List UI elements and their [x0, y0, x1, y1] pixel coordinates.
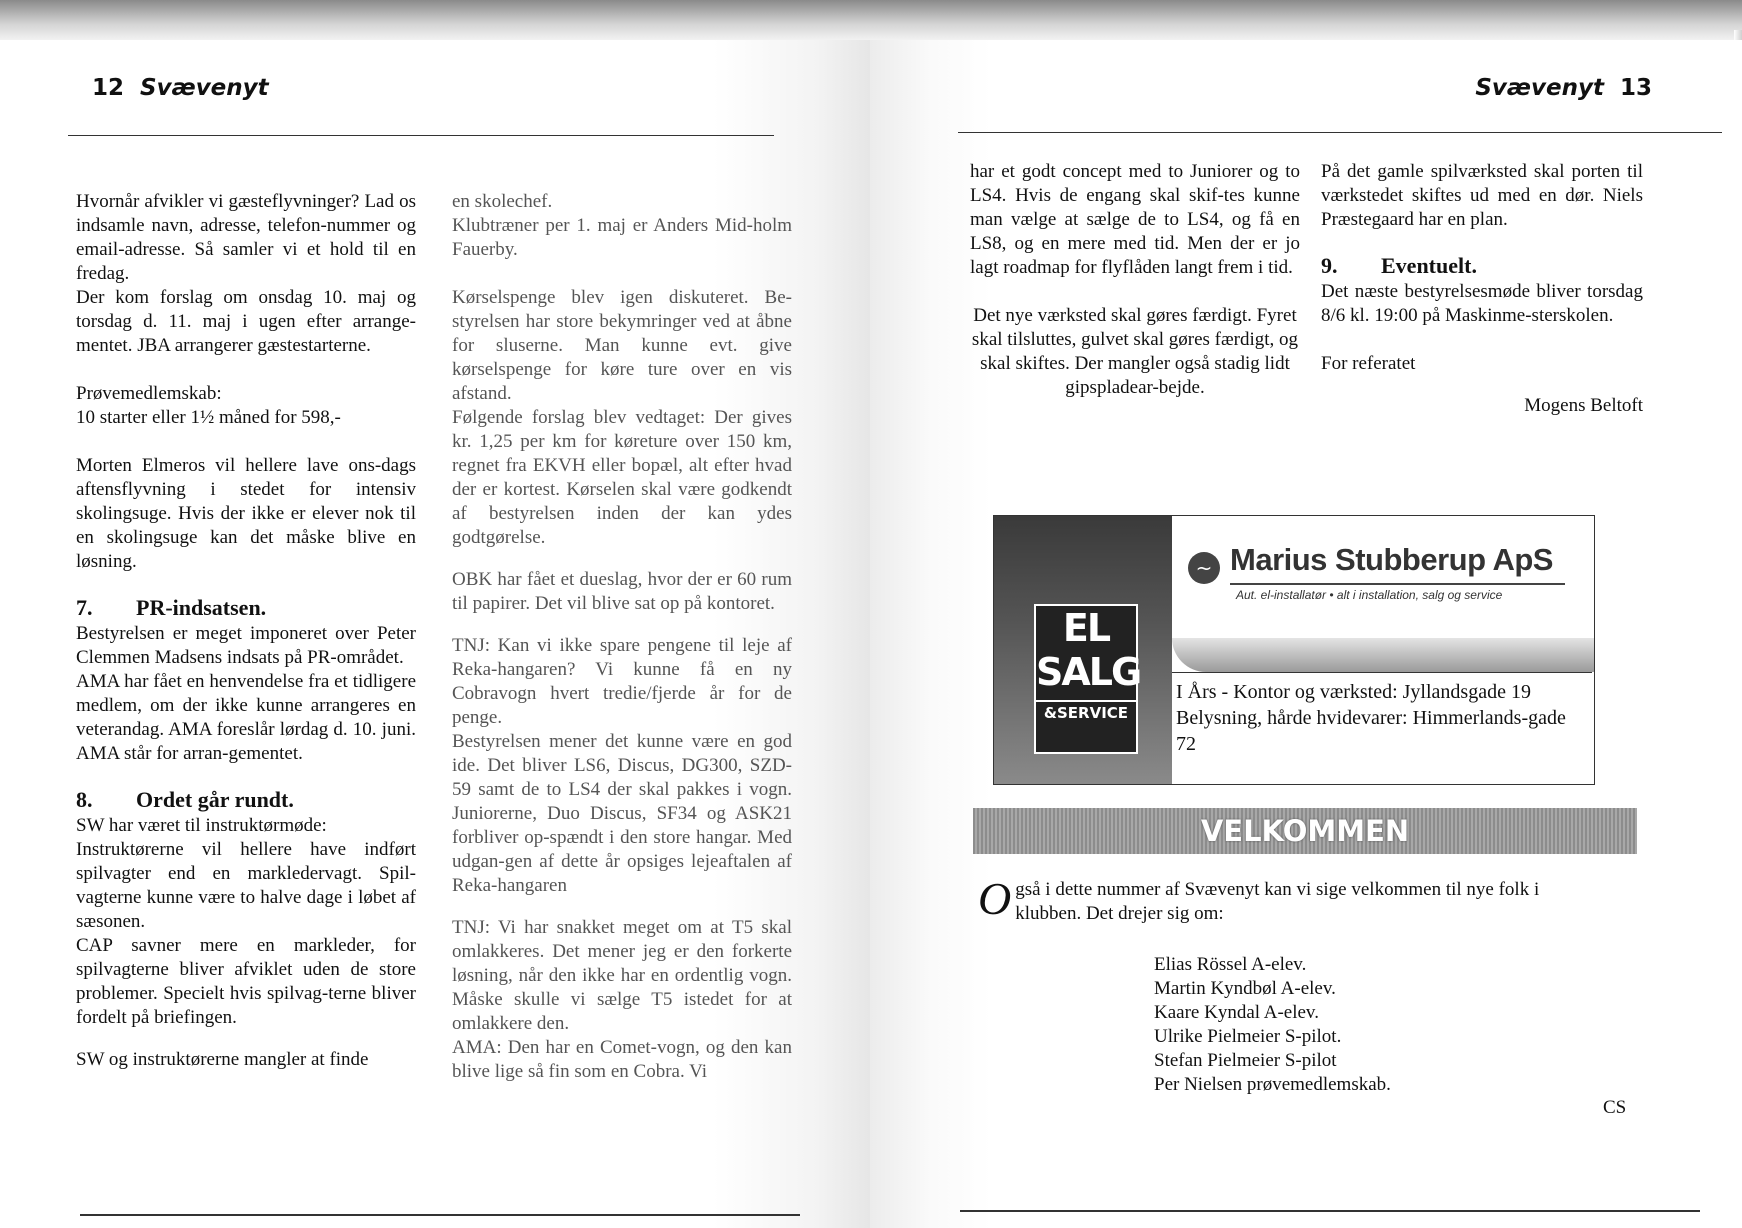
new-members-list — [1154, 953, 1391, 1097]
section-heading-7: 7. PR-indsatsen. — [76, 595, 267, 620]
right-column-1 — [970, 160, 1300, 400]
paragraph: Morten Elmeros vil hellere lave ons-dags aftensflyvning i stedet for intensiv skolingsuge. Hvis der ikke er elever nok til en skolingsuge kan det måske blive en løsning. — [76, 455, 416, 572]
paragraph: På det gamle spilværksted skal porten til værkstedet skiftes ud med en dør. Niels Præstegaard har en plan. — [1321, 161, 1643, 230]
list-item: Kaare Kyndal A-elev. — [1154, 1002, 1319, 1023]
paragraph: Det nye værksted skal gøres færdigt. Fyret skal tilsluttes, gulvet skal gøres færdigt, og skal skiftes. Der mangler også stadig lidt gipspladear-bejde. — [971, 305, 1299, 398]
paragraph: Hvornår afvikler vi gæsteflyvninger? Lad os indsamle navn, adresse, telefon-nummer og email-adresse. Så samler vi et hold til en fredag. — [76, 191, 416, 284]
paragraph: Kørselspenge blev igen diskuteret. Be-styrelsen har store bekymringer ved at åbne for sluserne. Man kunne evt. give kørselspenge for køre ture over en vis afstand. — [452, 287, 792, 404]
paragraph: Prøvemedlemskab: — [76, 383, 222, 404]
right-column-2 — [1321, 160, 1643, 418]
welcome-paragraph: gså i dette nummer af Svævenyt kan vi sige velkommen til nye folk i klubben. Det drejer sig om: — [1015, 879, 1540, 924]
scanner-edge-top — [0, 0, 1742, 40]
paragraph: har et godt concept med to Juniorer og to LS4. Hvis de engang skal skif-tes kunne man vælge at sælge de to LS4, og få en LS8, og en mere med tid. Men der er jo lagt roadmap for flyflåden langt frem i tid. — [970, 161, 1300, 278]
company-tagline: Aut. el-installatør • alt i installation, salg og service — [1236, 588, 1503, 602]
right-page — [870, 40, 1742, 1228]
list-item: Stefan Pielmeier S-pilot — [1154, 1050, 1337, 1071]
list-item: Martin Kyndbøl A-elev. — [1154, 978, 1336, 999]
page-number: 12 — [92, 75, 125, 101]
header-rule — [958, 132, 1722, 133]
ad-address: I Års - Kontor og værksted: Jyllandsgade 19 Belysning, hårde hvidevarer: Himmerlands-gade 72 — [1172, 672, 1592, 784]
paragraph: Bestyrelsen mener det kunne være en god ide. Det bliver LS6, Discus, DG300, SZD-59 samt de to LS4 der skal pakkes i vogn. Juniorerne, Duo Discus, SF34 og ASK21 forbliver op-spændt i den store hangar. Med udgan-gen af dette år opsiges lejeaftalen af Reka-hangaren — [452, 731, 792, 896]
welcome-text — [978, 873, 1578, 926]
running-header-right — [1475, 75, 1652, 101]
publication-title: Svævenyt — [140, 75, 269, 101]
signature: Mogens Beltoft — [1524, 395, 1643, 416]
section-heading-9: 9. Eventuelt. — [1321, 253, 1477, 278]
paragraph: OBK har fået et dueslag, hvor der er 60 rum til papirer. Det vil blive sat op på kontoret. — [452, 569, 792, 614]
header-rule — [68, 135, 774, 136]
paragraph: SW har været til instruktørmøde: — [76, 815, 327, 836]
section-heading-8: 8. Ordet går rundt. — [76, 787, 294, 812]
sign-off: CS — [1603, 1097, 1627, 1118]
paragraph: TNJ: Vi har snakket meget om at T5 skal omlakkeres. Det mener jeg er den forkerte løsning, når den ikke har en ordentlig vogn. Måske skulle vi sælge T5 istedet for at omlakkere den. — [452, 917, 792, 1034]
paragraph: Instruktørerne vil hellere have indført spilvagter end en markledervagt. Spil-vagterne kunne være to halve dage i løbet af sæsonen. — [76, 839, 416, 932]
paragraph: Bestyrelsen er meget imponeret over Peter Clemmen Madsens indsats på PR-området. — [76, 623, 416, 668]
divider — [1230, 583, 1565, 585]
paragraph: AMA: Den har en Comet-vogn, og den kan blive lige så fin som en Cobra. Vi — [452, 1037, 792, 1082]
paragraph: AMA har fået en henvendelse fra et tidligere medlem, om der ikke kunne arrangeres en veterandag. AMA foreslår lørdag d. 10. juni. AMA står for arran-gementet. — [76, 671, 416, 764]
el-salg-service-logo: EL SALG &SERVICE — [1034, 604, 1138, 754]
left-column-2 — [452, 190, 792, 1084]
paragraph: Klubtræner per 1. maj er Anders Mid-holm Fauerby. — [452, 215, 792, 260]
welcome-banner: VELKOMMEN — [973, 808, 1637, 854]
paragraph: en skolechef. — [452, 191, 553, 212]
paragraph: TNJ: Kan vi ikke spare pengene til leje af Reka-hangaren? Vi kunne få en ny Cobravogn hvert tredie/fjerde år for de penge. — [452, 635, 792, 728]
paragraph: CAP savner mere en markleder, for spilvagterne bliver afviklet uden de store problemer. Specielt hvis spilvag-terne bliver fordelt på briefingen. — [76, 935, 416, 1028]
advertisement — [993, 515, 1595, 785]
company-logo-icon: ~ — [1188, 552, 1220, 584]
company-name: Marius Stubberup ApS — [1230, 542, 1553, 577]
left-page — [0, 40, 870, 1228]
paragraph: Der kom forslag om onsdag 10. maj og torsdag d. 11. maj i ugen efter arrange-mentet. JBA arrangerer gæstestarterne. — [76, 287, 416, 356]
page-number: 13 — [1619, 75, 1652, 101]
for-referatet: For referatet — [1321, 353, 1416, 374]
list-item: Ulrike Pielmeier S-pilot. — [1154, 1026, 1342, 1047]
drop-cap: O — [978, 873, 1012, 924]
list-item: Per Nielsen prøvemedlemskab. — [1154, 1074, 1391, 1095]
paragraph: SW og instruktørerne mangler at finde — [76, 1049, 369, 1070]
ad-swoosh — [1172, 638, 1594, 672]
left-column-1 — [76, 190, 416, 1072]
running-header-left — [92, 75, 269, 101]
paragraph: 10 starter eller 1½ måned for 598,- — [76, 407, 341, 428]
footer-rule — [80, 1214, 800, 1216]
publication-title: Svævenyt — [1475, 75, 1604, 101]
paragraph: Det næste bestyrelsesmøde bliver torsdag 8/6 kl. 19:00 på Maskinme-sterskolen. — [1321, 281, 1643, 326]
list-item: Elias Rössel A-elev. — [1154, 954, 1307, 975]
footer-rule — [960, 1210, 1700, 1212]
paragraph: Følgende forslag blev vedtaget: Der gives kr. 1,25 per km for køreture over 150 km, regnet fra EKVH eller bopæl, alt efter hvad der er kortest. Kørselen skal være godkendt af bestyrelsen inden der kan ydes godtgørelse. — [452, 407, 792, 548]
